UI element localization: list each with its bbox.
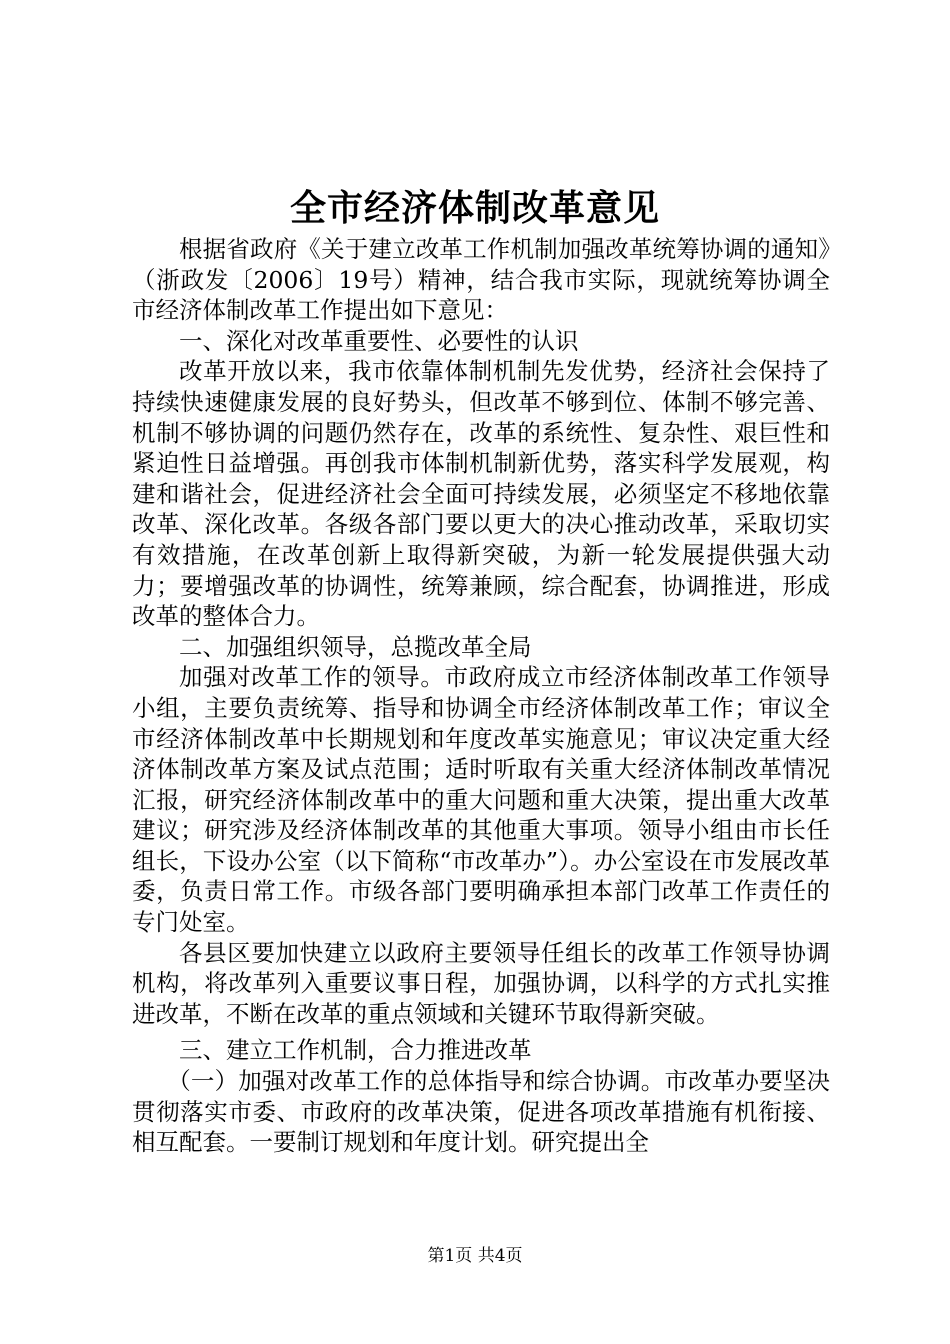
section-heading-3: 三、建立工作机制，合力推进改革	[179, 1036, 532, 1065]
section-2-paragraph-2: 各县区要加快建立以政府主要领导任组长的改革工作领导协调机构，将改革列入重要议事日程，加强协调，以科学的方式扎实推进改革，不断在改革的重点领域和关键环节取得新突破。	[132, 938, 830, 1028]
page-footer: 第1页 共4页	[427, 1246, 523, 1266]
section-heading-1: 一、深化对改革重要性、必要性的认识	[179, 326, 579, 355]
section-2-paragraph-1: 加强对改革工作的领导。市政府成立市经济体制改革工作领导小组，主要负责统筹、指导和协调全市经济体制改革工作；审议全市经济体制改革中长期规划和年度改革实施意见；审议决定重大经济体制改革方案及试点范围；适时听取有关重大经济体制改革情况汇报，研究经济体制改革中的重大问题和重大决策，提出重大改革建议；研究涉及经济体制改革的其他重大事项。领导小组由市长任组长，下设办公室（以下简称“市改革办”）。办公室设在市发展改革委，负责日常工作。市级各部门要明确承担本部门改革工作责任的专门处室。	[132, 663, 830, 937]
section-1-paragraph: 改革开放以来，我市依靠体制机制先发优势，经济社会保持了持续快速健康发展的良好势头，但改革不够到位、体制不够完善、机制不够协调的问题仍然存在，改革的系统性、复杂性、艰巨性和紧迫性日益增强。再创我市体制机制新优势，落实科学发展观，构建和谐社会，促进经济社会全面可持续发展，必须坚定不移地依靠改革、深化改革。各级各部门要以更大的决心推动改革，采取切实有效措施，在改革创新上取得新突破，为新一轮发展提供强大动力；要增强改革的协调性，统筹兼顾，综合配套，协调推进，形成改革的整体合力。	[132, 357, 830, 631]
document-title: 全市经济体制改革意见	[289, 187, 660, 229]
document-body	[132, 234, 830, 1158]
section-3-paragraph-1: （一）加强对改革工作的总体指导和综合协调。市改革办要坚决贯彻落实市委、市政府的改革决策，促进各项改革措施有机衔接、相互配套。一要制订规划和年度计划。研究提出全	[132, 1067, 830, 1157]
section-heading-2: 二、加强组织领导，总揽改革全局	[179, 632, 532, 661]
intro-paragraph: 根据省政府《关于建立改革工作机制加强改革统筹协调的通知》（浙政发〔2006〕19号）精神，结合我市实际，现就统筹协调全市经济体制改革工作提出如下意见：	[132, 235, 830, 325]
